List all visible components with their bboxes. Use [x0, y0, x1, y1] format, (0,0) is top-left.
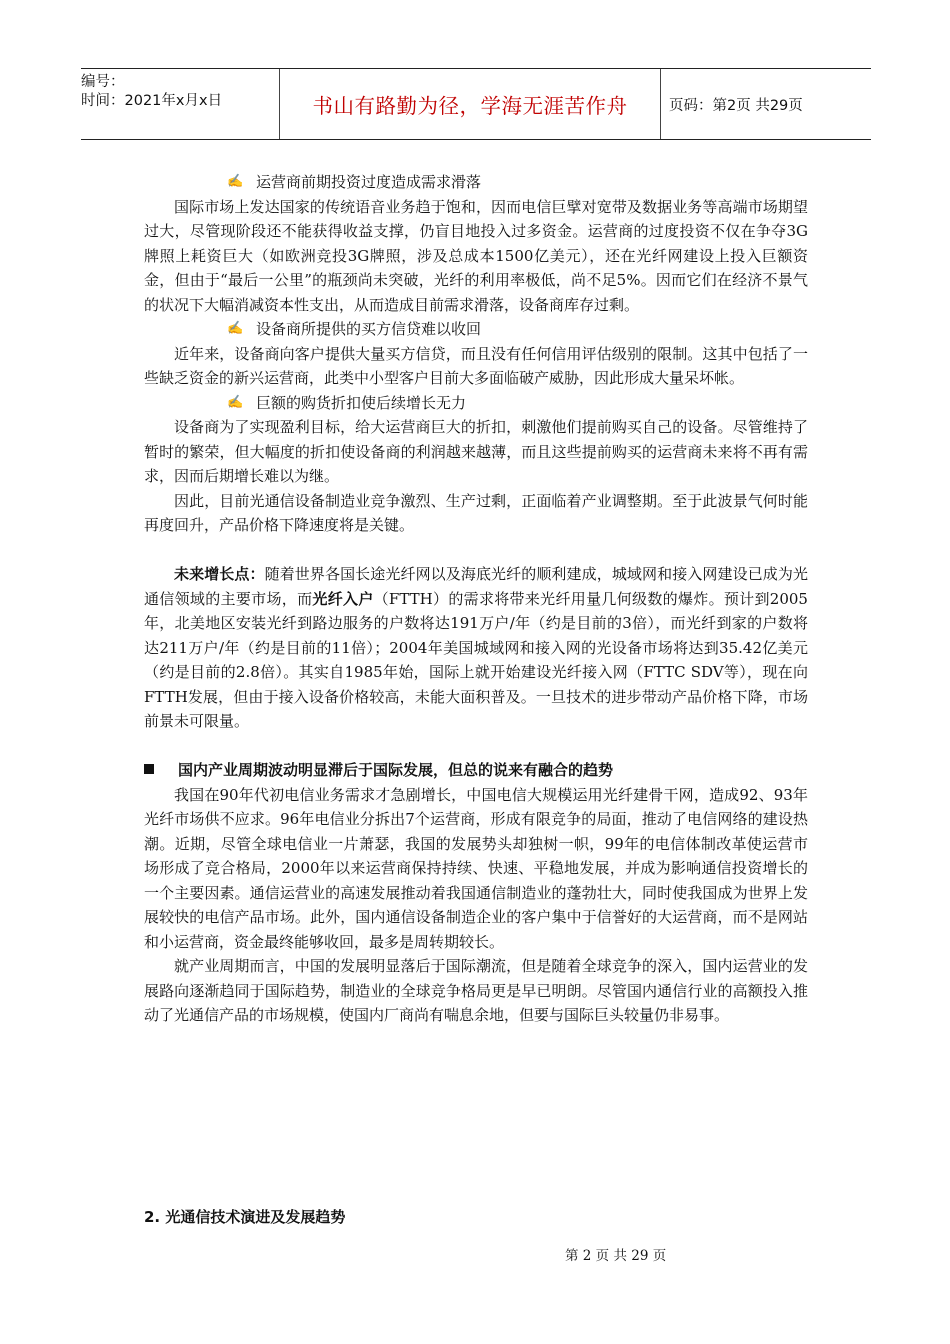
time-label: 时间：2021年x月x日: [81, 93, 223, 109]
header-motto-cell: [279, 69, 661, 139]
domestic-heading-text: 国内产业周期波动明显滞后于国际发展，但总的说来有融合的趋势: [178, 761, 614, 779]
pen-icon: ✍: [227, 321, 244, 336]
pen-icon: ✍: [227, 394, 244, 410]
growth-label: 未来增长点：: [174, 565, 265, 583]
growth-text-a: 随着世界各国长途光纤网以及海底光纤的顺利建成，城域网和接入网建设已成为光通信领域的主要市场，而: [144, 565, 808, 608]
paragraph-growth: [144, 562, 808, 734]
motto: 书山有路勤为径，学海无涯苦作舟: [312, 94, 628, 118]
header-meta: [81, 69, 279, 139]
paragraph-7: 就产业周期而言，中国的发展明显落后于国际潮流，但是随着全球竞争的深入，国内运营业的发展路向逐渐趋同于国际趋势，制造业的全球竞争格局更是早已明朗。尽管国内通信行业的高额投入推动了光通信产品的市场规模，使国内厂商尚有喘息余地，但要与国际巨头较量仍非易事。: [144, 957, 808, 1024]
bullet-2-text: 设备商所提供的买方信贷难以收回: [256, 320, 482, 338]
bullet-2: [144, 317, 808, 342]
paragraph-6: 我国在90年代初电信业务需求才急剧增长，中国电信大规模运用光纤建骨干网，造成92、93年光纤市场供不应求。96年电信业分拆出7个运营商，形成有限竞争的局面，推动了电信网络的建设热潮。近期，尽管全球电信业一片萧瑟，我国的发展势头却独树一帜，99年的电信体制改革使运营市场形成了竞合格局，2000年以来运营商保持持续、快速、平稳地发展，并成为影响通信投资增长的一个主要因素。通信运营业的高速发展推动着我国通信制造业的蓬勃壮大，同时使我国成为世界上发展较快的电信产品市场。此外，国内通信设备制造企业的客户集中于信誉好的大运营商，而不是网站和小运营商，资金最终能够收回，最多是周转期较长。: [144, 785, 808, 951]
bullet-1: [144, 170, 808, 195]
paragraph-4: 因此，目前光通信设备制造业竞争激烈、生产过剩，正面临着产业调整期。至于此波景气何时能再度回升，产品价格下降速度将是关键。: [144, 491, 808, 534]
spacer: [144, 538, 808, 563]
page-info: 页码：第2页 共29页: [669, 97, 803, 114]
paragraph-1: 国际市场上发达国家的传统语音业务趋于饱和，因而电信巨擘对宽带及数据业务等高端市场期望过大，尽管现阶段还不能获得收益支撑，仍盲目地投入过多资金。运营商的过度投资不仅在争夺3G牌照上耗资巨大（如欧洲竞投3G牌照，涉及总成本1500亿美元），还在光纤网建设上投入巨额资金，但由于“最后一公里”的瓶颈尚未突破，光纤的利用率极低，尚不足5%。因而它们在经济不景气的状况下大幅消减资本性支出，从而造成目前需求滑落，设备商库存过剩。: [144, 197, 808, 314]
page-header: [81, 68, 871, 140]
paragraph-2: 近年来，设备商向客户提供大量买方信贷，而且没有任何信用评估级别的限制。这其中包括了一些缺乏资金的新兴运营商，此类中小型客户目前大多面临破产威胁，因此形成大量呆坏帐。: [144, 344, 808, 387]
section-2-heading: 2. 光通信技术演进及发展趋势: [144, 1208, 346, 1226]
bullet-3: [144, 391, 808, 416]
domestic-heading: [144, 758, 808, 783]
growth-text-b: （FTTH）的需求将带来光纤用量几何级数的爆炸。预计到2005年，北美地区安装光纤到路边服务的户数将达191万户/年（约是目前的3倍），而光纤到家的户数将达211万户/年（约是目前的11倍）；2004年美国城域网和接入网的光设备市场将达到35.42亿美元（约是目前的2.8倍）。其实自1985年始，国际上就开始建设光纤接入网（FTTC SDV等），现在向FTTH发展，但由于接入设备价格较高，未能大面积普及。一旦技术的进步带动产品价格下降，市场前景未可限量。: [144, 589, 808, 730]
page-footer: 第 2 页 共 29 页: [565, 1248, 667, 1264]
square-bullet-icon: [144, 764, 154, 774]
ftth-label: 光纤入户: [312, 589, 374, 608]
bullet-1-text: 运营商前期投资过度造成需求滑落: [256, 173, 482, 191]
bullet-3-text: 巨额的购货折扣使后续增长无力: [256, 393, 467, 412]
code-label: 编号：: [81, 74, 125, 90]
spacer: [144, 734, 808, 759]
paragraph-3: 设备商为了实现盈利目标，给大运营商巨大的折扣，刺激他们提前购买自己的设备。尽管维持了暂时的繁荣，但大幅度的折扣使设备商的利润越来越薄，而且这些提前购买的运营商未来将不再有需求，因而后期增长难以为继。: [144, 418, 808, 485]
document-body: [144, 170, 808, 1028]
pen-icon: ✍: [227, 174, 244, 189]
